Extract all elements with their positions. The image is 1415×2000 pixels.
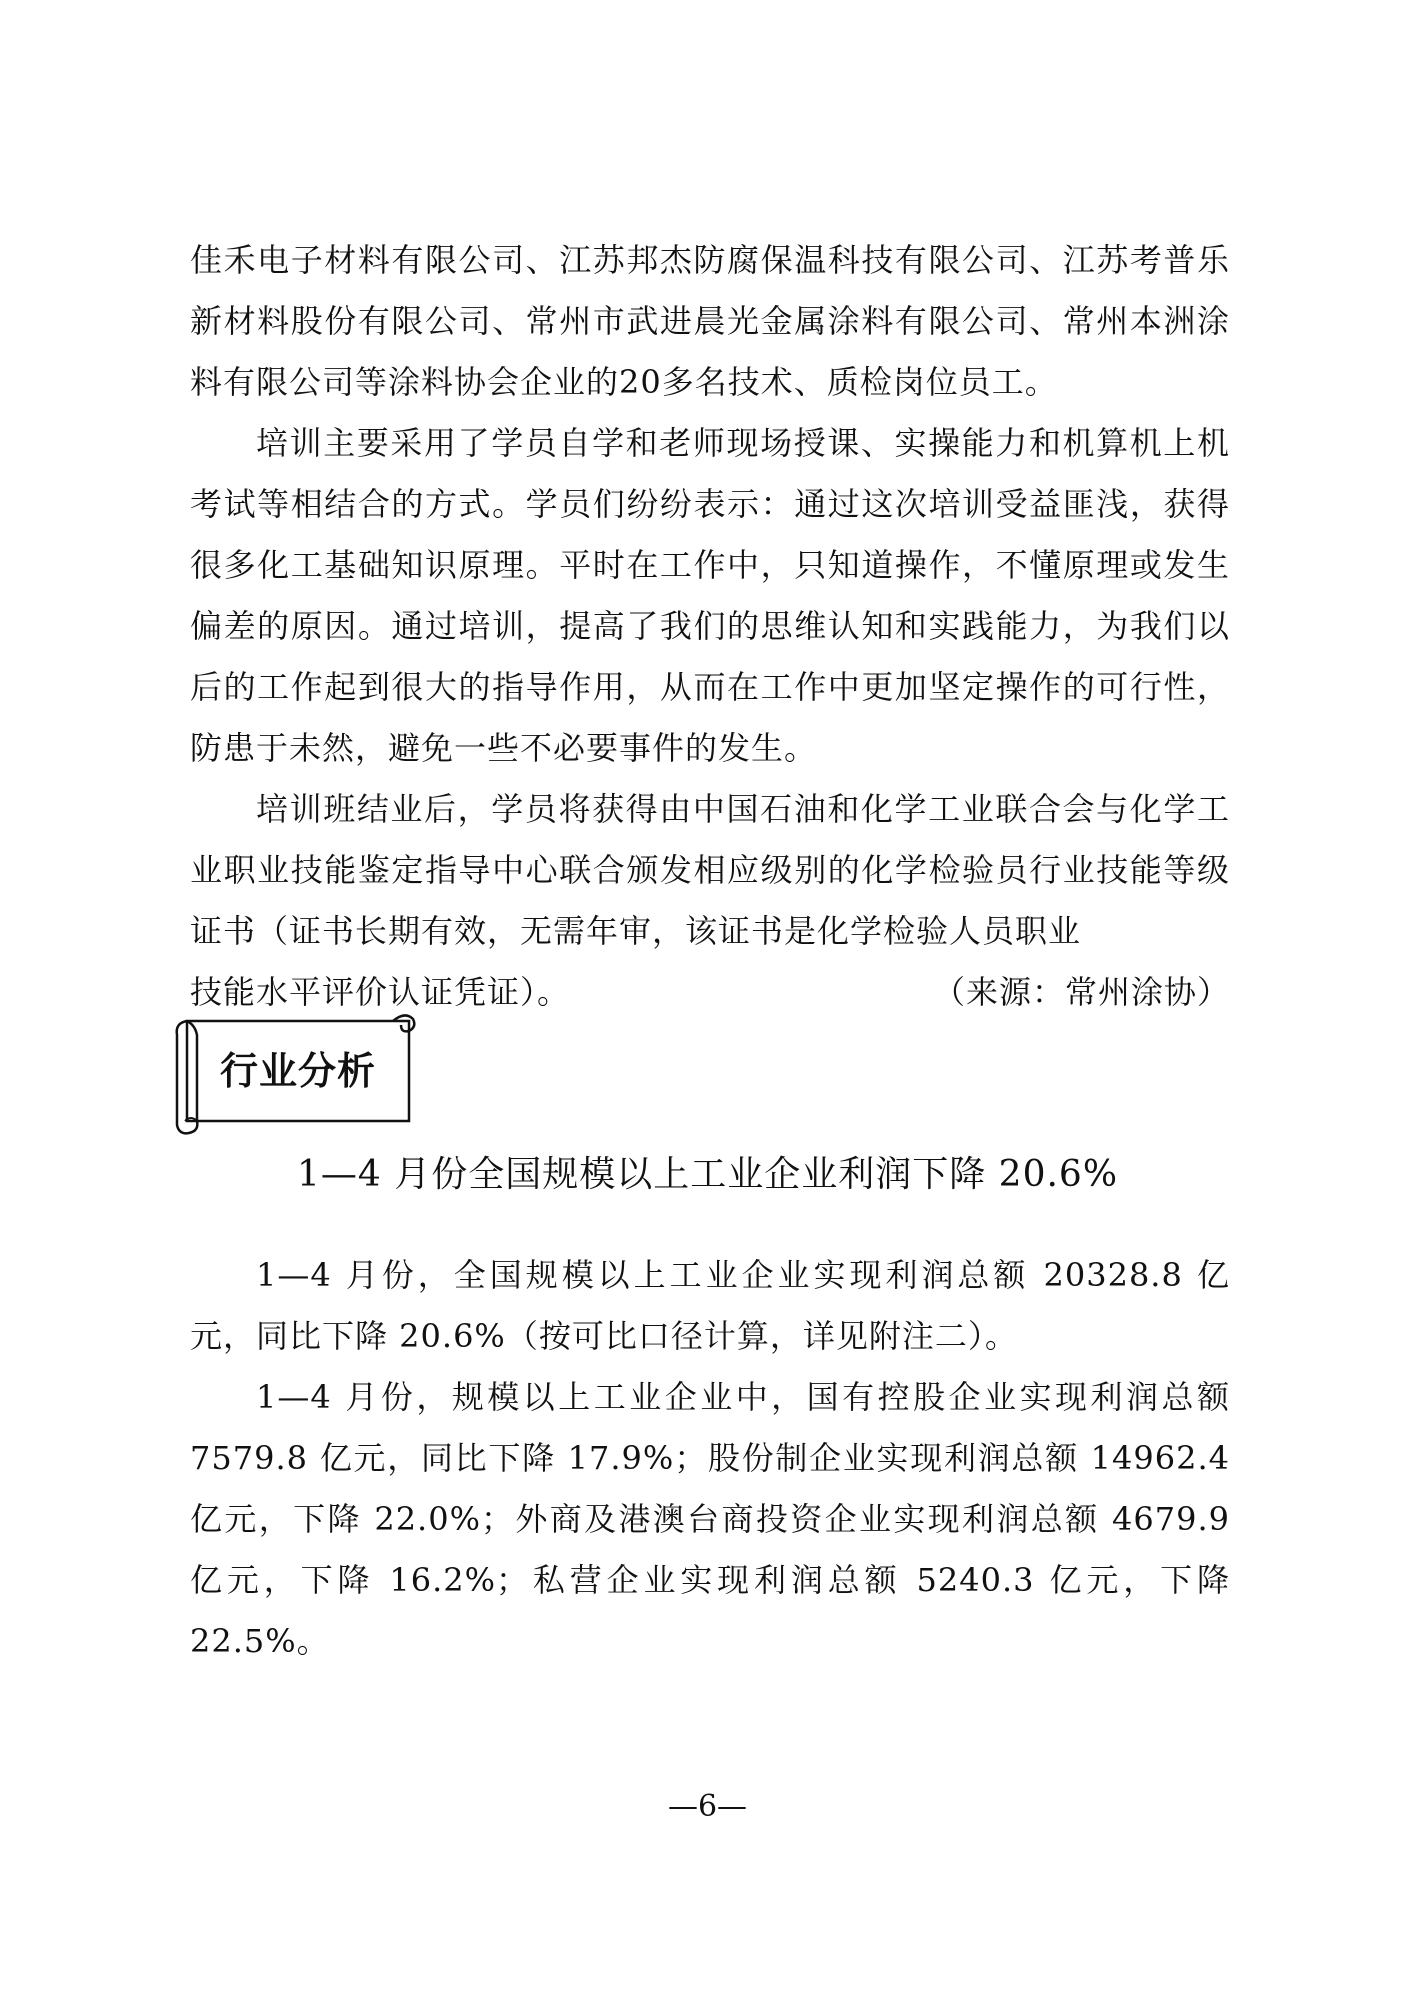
page-number: —6— [667,1789,748,1824]
section-heading-label: 行业分析 [219,1049,376,1093]
paragraph-training-method: 培训主要采用了学员自学和老师现场授课、实操能力和机算机上机考试等相结合的方式。学员们纷纷表示：通过这次培训受益匪浅，获得很多化工基础知识原理。平时在工作中，只知道操作，不懂原理或发生偏差的原因。通过培训，提高了我们的思维认知和实践能力，为我们以后的工作起到很大的指导作用，从而在工作中更加坚定操作的可行性，防患于未然，避免一些不必要事件的发生。 [190,424,1230,767]
paragraph-enterprise-breakdown: 1—4 月份，规模以上工业企业中，国有控股企业实现利润总额 7579.8 亿元，同比下降 17.9%；股份制企业实现利润总额 14962.4 亿元，下降 22.0%；外商及港澳台商投资企业实现利润总额 4679.9 亿元，下降 16.2%；私营企业实现利润总额 5240.3 亿元，下降 22.5%。 [190,1378,1230,1660]
article-title: 1—4 月份全国规模以上工业企业利润下降 20.6% [296,1154,1119,1195]
article-text-block [190,1245,1230,1672]
paragraph-company-list: 佳禾电子材料有限公司、江苏邦杰防腐保温科技有限公司、江苏考普乐新材料股份有限公司、常州市武进晨光金属涂料有限公司、常州本洲涂料有限公司等涂料协会企业的20多名技术、质检岗位员工。 [190,241,1230,401]
top-text-block [190,230,1230,1023]
paragraph-certificate-end: 技能水平评价认证凭证）。 [190,973,571,1011]
paragraph-total-profit: 1—4 月份，全国规模以上工业企业实现利润总额 20328.8 亿元，同比下降 20.6%（按可比口径计算，详见附注二）。 [190,1256,1230,1355]
paragraph-certificate: 培训班结业后，学员将获得由中国石油和化学工业联合会与化学工业职业技能鉴定指导中心联合颁发相应级别的化学检验员行业技能等级证书（证书长期有效，无需年审，该证书是化学检验人员职业 [190,790,1230,950]
section-heading-scroll [173,1013,418,1138]
source-attribution: （来源：常州涂协） [932,973,1230,1011]
